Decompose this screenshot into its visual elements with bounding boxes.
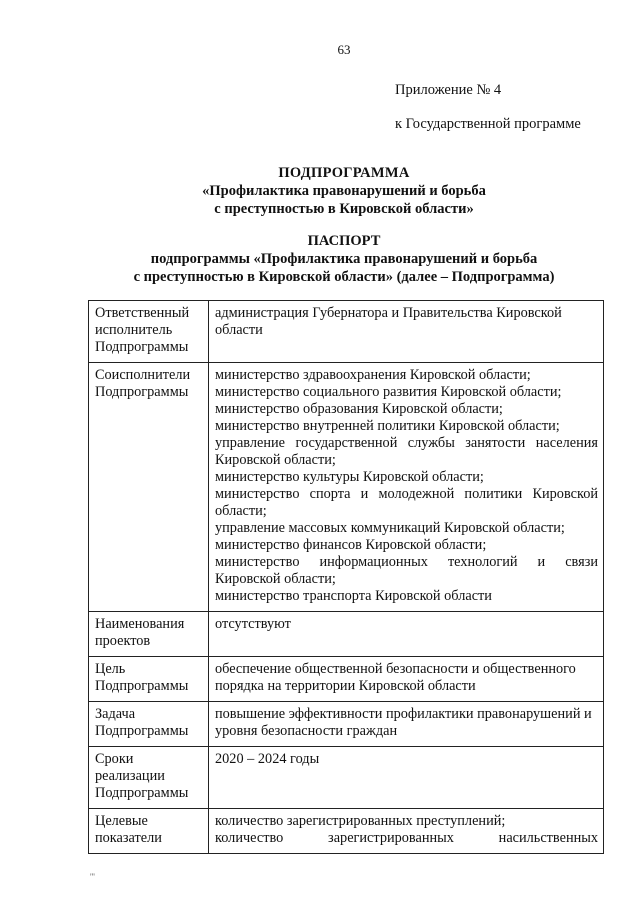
list-item: министерство внутренней политики Кировской области; <box>215 418 560 434</box>
row-label: Ответственный исполнитель Подпрограммы <box>89 301 209 363</box>
row-label: Соисполнители Подпрограммы <box>89 363 209 612</box>
row-label: Наименования проектов <box>89 612 209 657</box>
list-item: количество зарегистрированных преступлений; <box>215 813 506 829</box>
row-label: Целевые показатели <box>89 809 209 854</box>
row-value: повышение эффективности профилактики правонарушений и уровня безопасности граждан <box>209 702 604 747</box>
list-item: министерство информационных технологий и связи Кировской области; <box>215 554 598 587</box>
table-row-target-indicators <box>89 809 604 854</box>
row-value-list <box>209 363 604 612</box>
row-label: Задача Подпрограммы <box>89 702 209 747</box>
subprogram-name-line-2: с преступностью в Кировской области» <box>214 201 474 217</box>
table-row-co-executors <box>89 363 604 612</box>
list-item: министерство спорта и молодежной политики Кировской области; <box>215 486 598 519</box>
appendix-reference: к Государственной программе <box>395 116 581 132</box>
scan-artifact: ''' <box>90 872 95 882</box>
table-row-timeline <box>89 747 604 809</box>
list-item: управление массовых коммуникаций Кировской области; <box>215 520 565 536</box>
list-item: управление государственной службы занятости населения Кировской области; <box>215 435 598 468</box>
passport-table <box>88 300 604 854</box>
passport-heading: ПАСПОРТ <box>307 233 381 249</box>
list-item: министерство финансов Кировской области; <box>215 537 487 553</box>
list-item: министерство образования Кировской области; <box>215 401 503 417</box>
table-row-projects <box>89 612 604 657</box>
passport-title <box>88 232 600 286</box>
subprogram-heading: ПОДПРОГРАММА <box>278 165 410 181</box>
row-label: Цель Подпрограммы <box>89 657 209 702</box>
page-number: 63 <box>337 42 351 57</box>
row-value: обеспечение общественной безопасности и общественного порядка на территории Кировской области <box>209 657 604 702</box>
row-label: Сроки реализации Подпрограммы <box>89 747 209 809</box>
passport-subtitle-line-2: с преступностью в Кировской области» (далее – Подпрограмма) <box>133 269 555 285</box>
table-row-responsible-executor <box>89 301 604 363</box>
row-value: отсутствуют <box>209 612 604 657</box>
appendix-label: Приложение № 4 <box>395 82 502 98</box>
subprogram-name-line-1: «Профилактика правонарушений и борьба <box>202 183 486 199</box>
passport-subtitle-line-1: подпрограммы «Профилактика правонарушений и борьба <box>150 251 538 267</box>
list-item: министерство культуры Кировской области; <box>215 469 484 485</box>
list-item: министерство транспорта Кировской области <box>215 588 492 604</box>
row-value: 2020 – 2024 годы <box>209 747 604 809</box>
subprogram-title <box>88 164 600 218</box>
table-row-goal <box>89 657 604 702</box>
table-row-task <box>89 702 604 747</box>
list-item: министерство здравоохранения Кировской области; <box>215 367 531 383</box>
list-item: министерство социального развития Кировской области; <box>215 384 562 400</box>
row-value-list <box>209 809 604 854</box>
row-value: администрация Губернатора и Правительства Кировской области <box>209 301 604 363</box>
list-item: количество зарегистрированных насильственных <box>215 830 598 846</box>
